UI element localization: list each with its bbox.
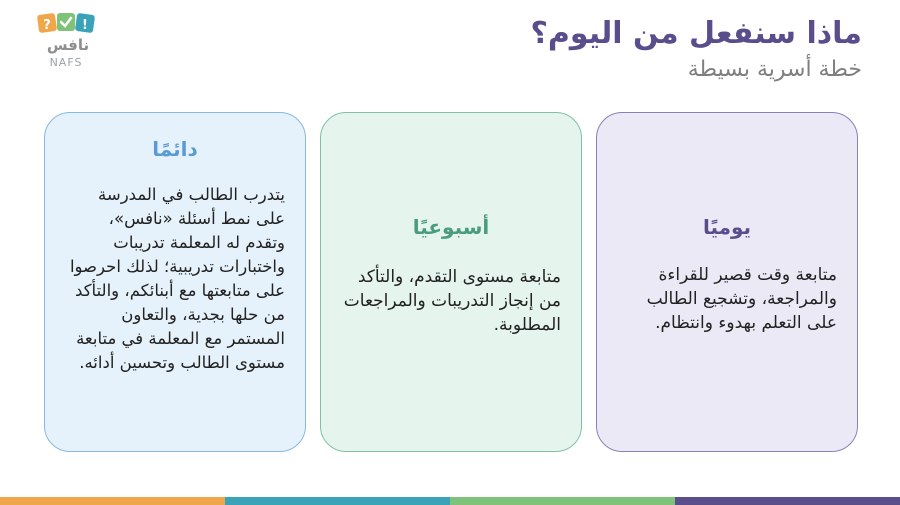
bar-segment-purple [675, 497, 900, 505]
bar-segment-orange [0, 497, 225, 505]
card-always [44, 112, 306, 452]
card-heading-daily: يوميًا [702, 215, 752, 239]
card-heading-weekly: أسبوعيًا [412, 215, 490, 239]
logo-blocks-icon [36, 10, 96, 38]
card-body-always: يتدرب الطالب في المدرسة على نمط أسئلة «نافس»، وتقدم له المعلمة تدريبات واختبارات تدريبية؛ لذلك احرصوا على متابعتها مع أبنائكم، والتأكد من حلها بجدية، والتعاون المستمر مع المعلمة في متابعة مستوى الطالب وتحسين أدائه. [69, 185, 285, 372]
card-daily [596, 112, 858, 452]
nafs-logo [34, 10, 98, 74]
svg-text:!: ! [82, 18, 88, 33]
bar-segment-teal [225, 497, 450, 505]
card-body-daily: متابعة وقت قصير للقراءة والمراجعة، وتشجيع الطالب على التعلم بهدوء وانتظام. [646, 265, 837, 333]
svg-text:?: ? [43, 18, 51, 33]
page-title: ماذا سنفعل من اليوم؟ [530, 16, 862, 51]
card-weekly [320, 112, 582, 452]
bar-segment-green [450, 497, 675, 505]
card-body-weekly: متابعة مستوى التقدم، والتأكد من إنجاز التدريبات والمراجعات المطلوبة. [343, 267, 561, 335]
card-heading-always: دائمًا [152, 137, 198, 161]
bottom-color-bar [0, 497, 900, 505]
logo-name-english: NAFS [49, 56, 83, 69]
logo-name-arabic: نافس [46, 36, 90, 54]
page-subtitle: خطة أسرية بسيطة [687, 57, 862, 82]
